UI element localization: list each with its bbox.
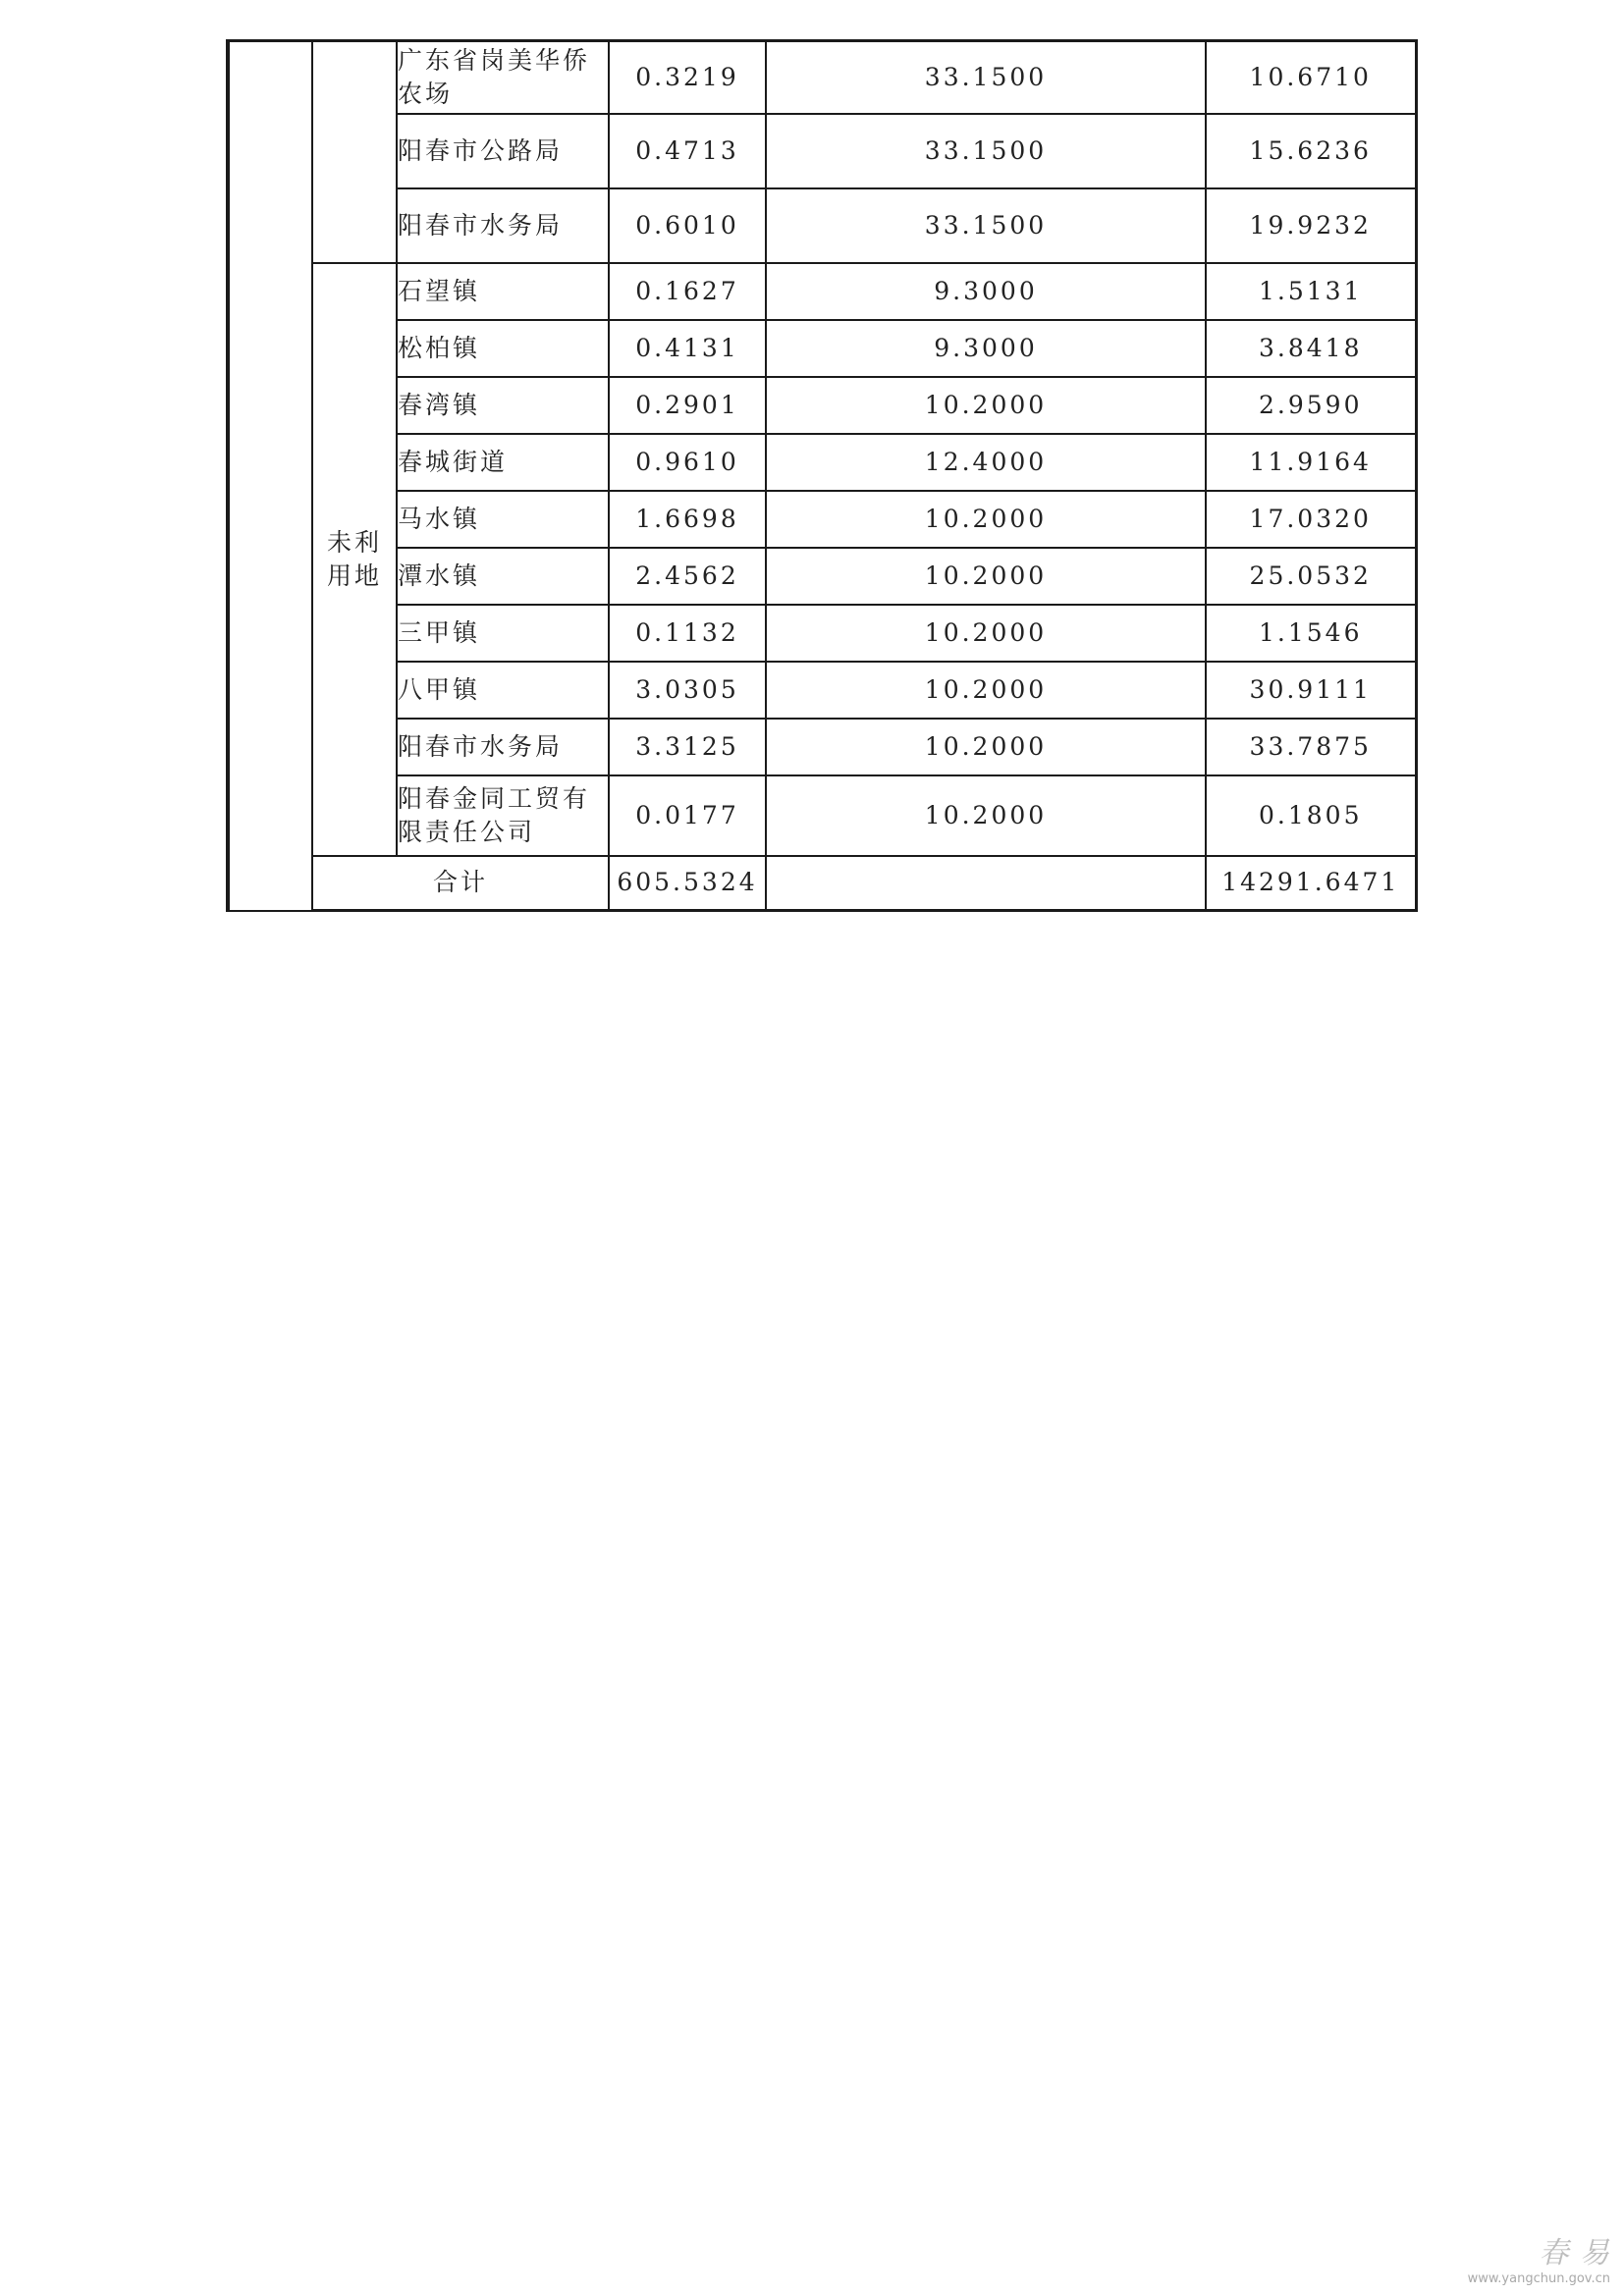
total-row — [228, 856, 1416, 911]
rate-cell: 10.2000 — [766, 377, 1206, 434]
amount-cell: 10.6710 — [1206, 41, 1416, 114]
rate-cell: 10.2000 — [766, 662, 1206, 719]
area-cell: 0.9610 — [609, 434, 766, 491]
table-row — [228, 41, 1416, 114]
table-row — [228, 377, 1416, 434]
table-row — [228, 548, 1416, 605]
total-area-cell: 605.5324 — [609, 856, 766, 911]
unit-cell: 春城街道 — [397, 434, 609, 491]
amount-cell: 2.9590 — [1206, 377, 1416, 434]
total-rate-cell — [766, 856, 1206, 911]
unit-cell: 三甲镇 — [397, 605, 609, 662]
site-watermark — [1468, 2228, 1610, 2286]
area-cell: 3.0305 — [609, 662, 766, 719]
table-row — [228, 114, 1416, 188]
area-cell: 0.3219 — [609, 41, 766, 114]
unit-cell: 潭水镇 — [397, 548, 609, 605]
table-row — [228, 491, 1416, 548]
amount-cell: 0.1805 — [1206, 775, 1416, 856]
area-cell: 0.6010 — [609, 188, 766, 263]
area-cell: 0.4713 — [609, 114, 766, 188]
total-amount-cell: 14291.6471 — [1206, 856, 1416, 911]
outer-category-cell — [228, 41, 312, 911]
rate-cell: 33.1500 — [766, 188, 1206, 263]
rate-cell: 10.2000 — [766, 719, 1206, 775]
rate-cell: 33.1500 — [766, 41, 1206, 114]
rate-cell: 9.3000 — [766, 263, 1206, 320]
area-cell: 0.0177 — [609, 775, 766, 856]
unit-cell: 石望镇 — [397, 263, 609, 320]
unit-cell: 阳春市水务局 — [397, 719, 609, 775]
amount-cell: 11.9164 — [1206, 434, 1416, 491]
table-row — [228, 775, 1416, 856]
unit-cell: 阳春市公路局 — [397, 114, 609, 188]
rate-cell: 10.2000 — [766, 775, 1206, 856]
amount-cell: 15.6236 — [1206, 114, 1416, 188]
unit-cell: 春湾镇 — [397, 377, 609, 434]
table-row — [228, 434, 1416, 491]
unit-cell: 八甲镇 — [397, 662, 609, 719]
land-category-label: 未利用地 — [326, 527, 382, 590]
area-cell: 0.1627 — [609, 263, 766, 320]
rate-cell: 10.2000 — [766, 548, 1206, 605]
amount-cell: 3.8418 — [1206, 320, 1416, 377]
unit-cell: 广东省岗美华侨农场 — [397, 41, 609, 114]
rate-cell: 12.4000 — [766, 434, 1206, 491]
land-category-cell — [312, 41, 397, 263]
unit-cell: 马水镇 — [397, 491, 609, 548]
area-cell: 1.6698 — [609, 491, 766, 548]
amount-cell: 17.0320 — [1206, 491, 1416, 548]
unit-cell: 阳春金同工贸有限责任公司 — [397, 775, 609, 856]
table-row — [228, 188, 1416, 263]
rate-cell: 33.1500 — [766, 114, 1206, 188]
rate-cell: 10.2000 — [766, 605, 1206, 662]
amount-cell: 30.9111 — [1206, 662, 1416, 719]
amount-cell: 1.1546 — [1206, 605, 1416, 662]
table-row — [228, 719, 1416, 775]
table-row — [228, 320, 1416, 377]
area-cell: 0.2901 — [609, 377, 766, 434]
land-fee-table — [226, 39, 1418, 912]
site-url: www.yangchun.gov.cn — [1467, 2271, 1610, 2286]
area-cell: 2.4562 — [609, 548, 766, 605]
amount-cell: 33.7875 — [1206, 719, 1416, 775]
total-label: 合计 — [312, 856, 609, 911]
amount-cell: 19.9232 — [1206, 188, 1416, 263]
land-category-cell — [312, 263, 397, 856]
area-cell: 0.1132 — [609, 605, 766, 662]
unit-cell: 松柏镇 — [397, 320, 609, 377]
table-row — [228, 263, 1416, 320]
amount-cell: 25.0532 — [1206, 548, 1416, 605]
rate-cell: 10.2000 — [766, 491, 1206, 548]
rate-cell: 9.3000 — [766, 320, 1206, 377]
unit-cell: 阳春市水务局 — [397, 188, 609, 263]
area-cell: 3.3125 — [609, 719, 766, 775]
table-row — [228, 605, 1416, 662]
amount-cell: 1.5131 — [1206, 263, 1416, 320]
area-cell: 0.4131 — [609, 320, 766, 377]
site-logo: 春 易 — [1539, 2236, 1610, 2270]
table-row — [228, 662, 1416, 719]
